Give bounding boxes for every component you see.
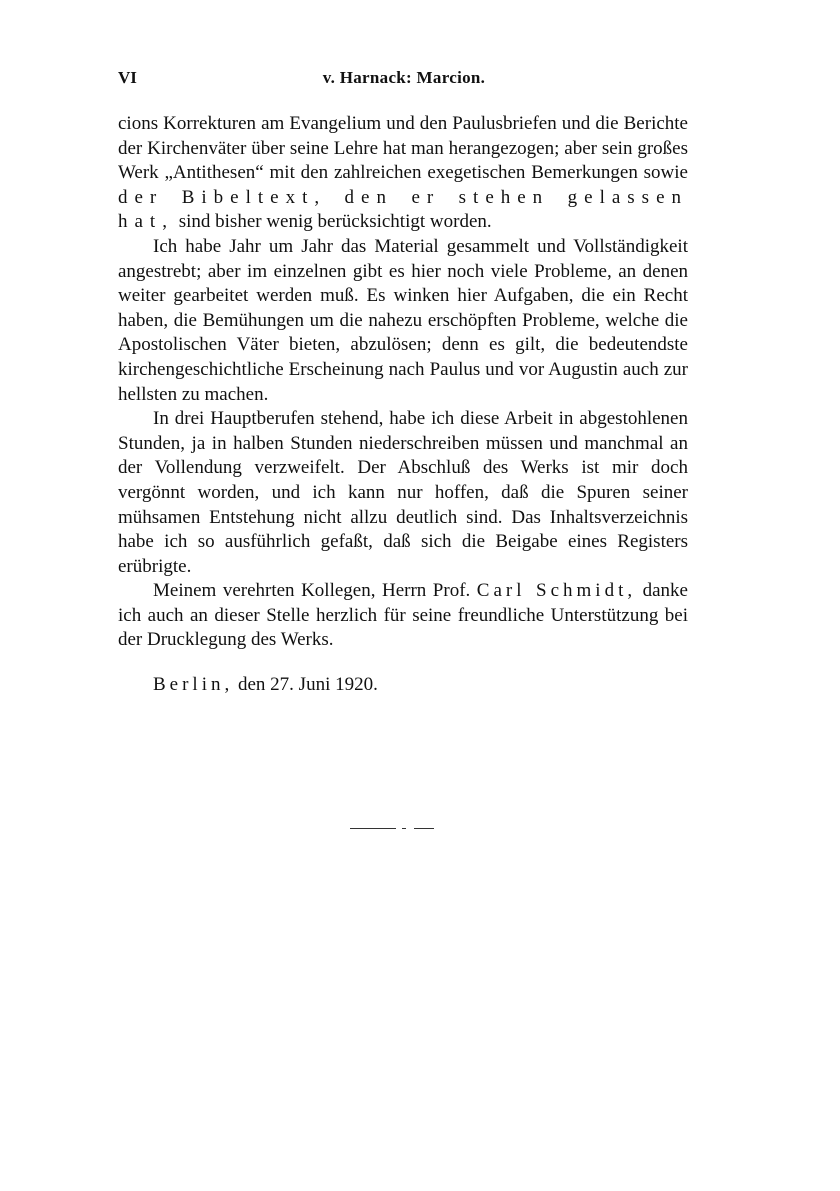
paragraph-4-text: Meinem verehrten Kollegen, Herrn Prof. xyxy=(153,580,471,602)
closing-rule-segment xyxy=(350,828,396,829)
signoff xyxy=(118,673,688,698)
running-title: v. Harnack: Marcion. xyxy=(322,68,486,87)
paragraph-4 xyxy=(118,579,688,653)
signoff-date: den 27. Juni 1920. xyxy=(238,674,378,696)
paragraph-4-spaced-name: Carl Schmidt, xyxy=(476,580,637,602)
page-header xyxy=(118,68,690,94)
paragraph-1-spaced-emphasis: der Bibeltext, den er stehen gelassen hat, xyxy=(118,186,688,233)
paragraph-3: In drei Hauptberufen stehend, habe ich diese Arbeit in abgestohlenen Stunden, ja in halben Stunden niederschreiben müssen und manchmal an der Vollendung verzweifelt. Der Abschluß des Werks ist mir doch vergönnt worden, und ich kann nur hoffen, daß die Spuren seiner mühsamen Entstehung nicht allzu deutlich sind. Das Inhaltsverzeichnis habe ich so ausführlich gefaßt, daß sich die Beigabe eines Registers erübrigte. xyxy=(118,408,688,577)
paragraph-1-text: cions Korrekturen am Evangelium und den Paulusbriefen und die Berichte der Kirchenväter über seine Lehre hat man herangezogen; aber sein großes Werk „Antithesen“ mit den zahlreichen exegetischen Bemerkungen sowie xyxy=(118,113,688,184)
paragraph-4-text-end: danke ich auch an dieser Stelle herzlich für seine freundliche Unterstützung bei der Drucklegung des Werks. xyxy=(118,580,688,651)
closing-rule-segment xyxy=(414,828,434,829)
paragraph-2: Ich habe Jahr um Jahr das Material gesammelt und Vollständigkeit angestrebt; aber im einzelnen gibt es hier noch viele Probleme, an denen weiter gearbeitet werden muß. Es winken hier Aufgaben, die ein Recht haben, die Bemühungen um die nahezu erschöpften Probleme, welche die Apostolischen Väter bieten, abzulösen; denn es gilt, die bedeutendste kirchengeschichtliche Erscheinung nach Paulus und vor Augustin auch zur hellsten zu machen. xyxy=(118,235,688,405)
paragraph-1 xyxy=(118,112,688,235)
signoff-place: Berlin, xyxy=(153,674,234,696)
paragraph-1-text-end: sind bisher wenig berücksichtigt worden. xyxy=(178,211,492,233)
page-number: VI xyxy=(118,68,137,87)
closing-rule-dot xyxy=(402,828,406,829)
body-text xyxy=(118,112,688,698)
